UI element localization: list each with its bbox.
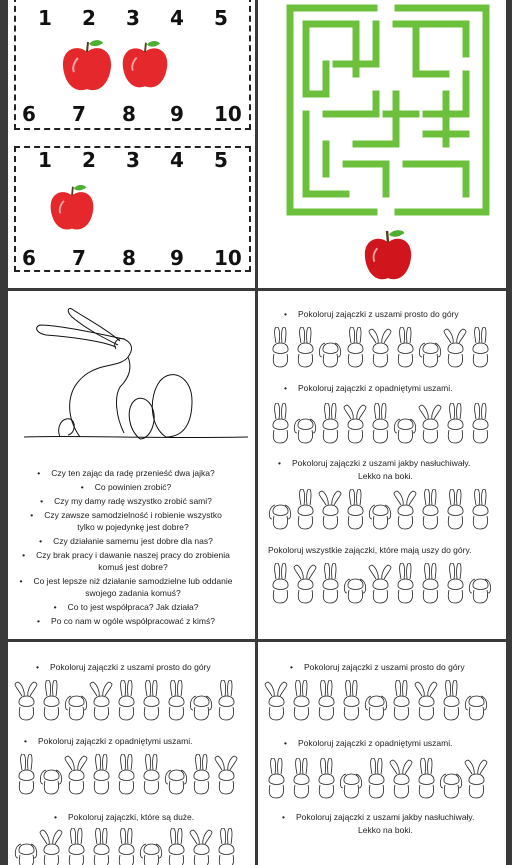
bunny-outline [40, 770, 61, 794]
bunny-row-graphic [268, 563, 500, 605]
question-text: • Czy zawsze samodzielność i robienie wszystko [44, 510, 222, 520]
bunny-outline [319, 758, 334, 798]
apple-icon [48, 182, 96, 234]
bunny-outline [319, 491, 341, 529]
bunny-outline [294, 680, 309, 720]
bunny-outline [369, 565, 391, 603]
bunny-outline [44, 680, 59, 720]
bunny-outline [190, 830, 212, 865]
bunny-outline [473, 403, 488, 443]
question-item [18, 562, 248, 572]
bunny-outline [65, 696, 86, 720]
question-text: • Co jest lepsze niż działanie samodzielne lub oddanie [34, 576, 233, 586]
bunny-outline [398, 327, 413, 367]
bunny-outline [469, 579, 490, 603]
bunny-outline [273, 403, 288, 443]
bunny-outline [298, 489, 313, 529]
question-item [18, 576, 248, 586]
instruction-label: Lekko na boki. [358, 825, 413, 835]
bunny-outline [144, 754, 159, 794]
bunny-coloring-panel-bottom-right [258, 642, 506, 865]
instruction-label: • Pokoloruj zajączki z uszami jakby nasłuchiwały. [296, 812, 474, 822]
bunny-row-graphic [14, 680, 254, 722]
bunny-outline [373, 403, 388, 443]
bunny-outline [169, 828, 184, 865]
number-label: 7 [72, 246, 86, 270]
bunny-outline [294, 758, 309, 798]
bunny-outline [219, 680, 234, 720]
instruction-label: • Pokoloruj zajączki z uszami prosto do góry [304, 662, 465, 672]
bunny-row-graphic [268, 403, 500, 445]
number-label: 8 [122, 246, 136, 270]
number-label: 8 [122, 102, 136, 126]
bunny-outline [348, 489, 363, 529]
bunny-outline [69, 828, 84, 865]
bunny-outline [444, 329, 466, 367]
question-item [18, 482, 248, 492]
bunny-outline [419, 343, 440, 367]
bunny-outline [419, 405, 441, 443]
bunny-row [268, 489, 500, 529]
bunny-row [268, 403, 500, 443]
bunny-outline [319, 343, 340, 367]
bunny-coloring-panel-bottom-left [8, 642, 255, 865]
question-text: swojego zadania komuś? [85, 588, 181, 598]
number-label: 9 [170, 102, 184, 126]
question-item [18, 522, 248, 532]
bunny-outline [369, 329, 391, 367]
bunny-outline [194, 754, 209, 794]
bunny-row-graphic [264, 680, 504, 722]
number-label: 10 [214, 102, 242, 126]
question-item [18, 536, 248, 546]
bunny-row [264, 758, 504, 798]
question-text: • Czy ten zając da radę przenieść dwa jajka? [51, 468, 214, 478]
number-label: 2 [82, 148, 96, 172]
bunny-outline [40, 830, 62, 865]
bunny-outline [394, 419, 415, 443]
question-item [18, 510, 248, 520]
question-item [18, 616, 248, 626]
bunny-outline [144, 680, 159, 720]
bunny-outline [423, 489, 438, 529]
bunny-outline [344, 405, 366, 443]
question-item [18, 468, 248, 478]
question-text: • Czy brak pracy i dawanie naszej pracy do zrobienia [36, 550, 230, 560]
bunny-outline [319, 680, 334, 720]
bunny-outline [169, 680, 184, 720]
bunny-outline [473, 489, 488, 529]
bunny-outline [269, 505, 290, 529]
bunny-outline [65, 756, 87, 794]
question-item [18, 550, 248, 560]
number-label: 5 [214, 148, 228, 172]
bunny-row [14, 754, 254, 794]
question-text: • Co powinien zrobić? [95, 482, 172, 492]
bunny-outline [473, 327, 488, 367]
bunny-outline [390, 760, 412, 798]
bunny-coloring-panel [258, 291, 506, 639]
bunny-outline [94, 754, 109, 794]
instruction-label: • Pokoloruj zajączki z uszami prosto do góry [298, 309, 459, 319]
bunny-outline [119, 680, 134, 720]
question-item [18, 602, 248, 612]
bunny-outline [215, 756, 237, 794]
instruction-label: • Pokoloruj zajączki z uszami prosto do góry [50, 662, 211, 672]
bunny-row-graphic [268, 489, 500, 531]
bunny-outline [465, 696, 486, 720]
number-label: 7 [72, 102, 86, 126]
question-text: • Czy my damy radę wszystko zrobić sami? [54, 496, 212, 506]
bunny-outline [440, 774, 461, 798]
number-label: 3 [126, 148, 140, 172]
instruction-label: • Pokoloruj zajączki, które są duże. [68, 812, 194, 822]
bunny-outline [19, 754, 34, 794]
instruction-label: • Pokoloruj zajączki z opadniętymi uszami. [38, 736, 192, 746]
question-item [18, 496, 248, 506]
bunny-outline [294, 419, 315, 443]
bunny-outline [119, 828, 134, 865]
number-label: 9 [170, 246, 184, 270]
number-label: 4 [170, 6, 184, 30]
bunny-outline [15, 682, 37, 720]
bunny-outline [365, 696, 386, 720]
bunny-row [14, 828, 254, 865]
bunny-outline [344, 579, 365, 603]
bunny-outline [219, 828, 234, 865]
discussion-panel [8, 291, 255, 639]
number-label: 6 [22, 246, 36, 270]
bunny-outline [294, 565, 316, 603]
bunny-outline [344, 680, 359, 720]
number-label: 6 [22, 102, 36, 126]
bunny-outline [448, 489, 463, 529]
bunny-row-graphic [268, 327, 500, 369]
number-label: 2 [82, 6, 96, 30]
bunny-row [14, 680, 254, 720]
instruction-label: • Pokoloruj zajączki z opadniętymi uszami. [298, 738, 452, 748]
question-text: tylko w pojedynkę jest dobre? [77, 522, 189, 532]
bunny-outline [415, 682, 437, 720]
maze-panel [258, 0, 506, 288]
bunny-outline [448, 403, 463, 443]
bunny-outline [398, 563, 413, 603]
bunny-outline [140, 844, 161, 865]
number-label: 1 [38, 6, 52, 30]
bunny-outline [90, 682, 112, 720]
bunny-line-drawing [20, 297, 252, 445]
question-item [18, 588, 248, 598]
number-label: 3 [126, 6, 140, 30]
apple-icon [120, 38, 170, 92]
bunny-outline [465, 760, 487, 798]
bunny-outline [298, 327, 313, 367]
instruction-label: Lekko na boki. [358, 471, 413, 481]
question-text: • Po co nam w ogóle współpracować z kimś? [51, 616, 215, 626]
bunny-row [264, 680, 504, 720]
bunny-outline [348, 327, 363, 367]
bunny-outline [369, 758, 384, 798]
counting-panel [8, 0, 255, 288]
bunny-outline [165, 770, 186, 794]
bunny-outline [273, 327, 288, 367]
bunny-outline [340, 774, 361, 798]
bunny-row-graphic [14, 754, 254, 796]
bunny-outline [323, 563, 338, 603]
bunny-row [268, 563, 500, 603]
number-label: 1 [38, 148, 52, 172]
instruction-label: Pokoloruj wszystkie zajączki, które mają uszy do góry. [268, 545, 472, 555]
bunny-row-graphic [264, 758, 504, 800]
question-text: • Czy działanie samemu jest dobre dla nas? [53, 536, 213, 546]
instruction-label: • Pokoloruj zajączki z opadniętymi uszami. [298, 383, 452, 393]
bunny-outline [15, 844, 36, 865]
bunny-outline [269, 758, 284, 798]
number-label: 10 [214, 246, 242, 270]
bunny-outline [273, 563, 288, 603]
bunny-outline [190, 696, 211, 720]
number-label: 4 [170, 148, 184, 172]
question-text: komuś jest dobre? [98, 562, 168, 572]
bunny-outline [265, 682, 287, 720]
bunny-outline [369, 505, 390, 529]
bunny-outline [419, 758, 434, 798]
bunny-outline [394, 491, 416, 529]
bunny-row [268, 327, 500, 367]
bunny-outline [119, 754, 134, 794]
bunny-outline [444, 680, 459, 720]
question-text: • Co to jest współpraca? Jak działa? [68, 602, 199, 612]
apple-icon [362, 226, 414, 284]
number-label: 5 [214, 6, 228, 30]
bunny-outline [394, 680, 409, 720]
bunny-row-graphic [14, 828, 254, 865]
bunny-outline [448, 563, 463, 603]
maze-graphic [286, 4, 490, 216]
apple-icon [60, 38, 114, 94]
bunny-outline [94, 828, 109, 865]
instruction-label: • Pokoloruj zajączki z uszami jakby nasłuchiwały. [292, 458, 470, 468]
bunny-outline [423, 563, 438, 603]
bunny-outline [323, 403, 338, 443]
